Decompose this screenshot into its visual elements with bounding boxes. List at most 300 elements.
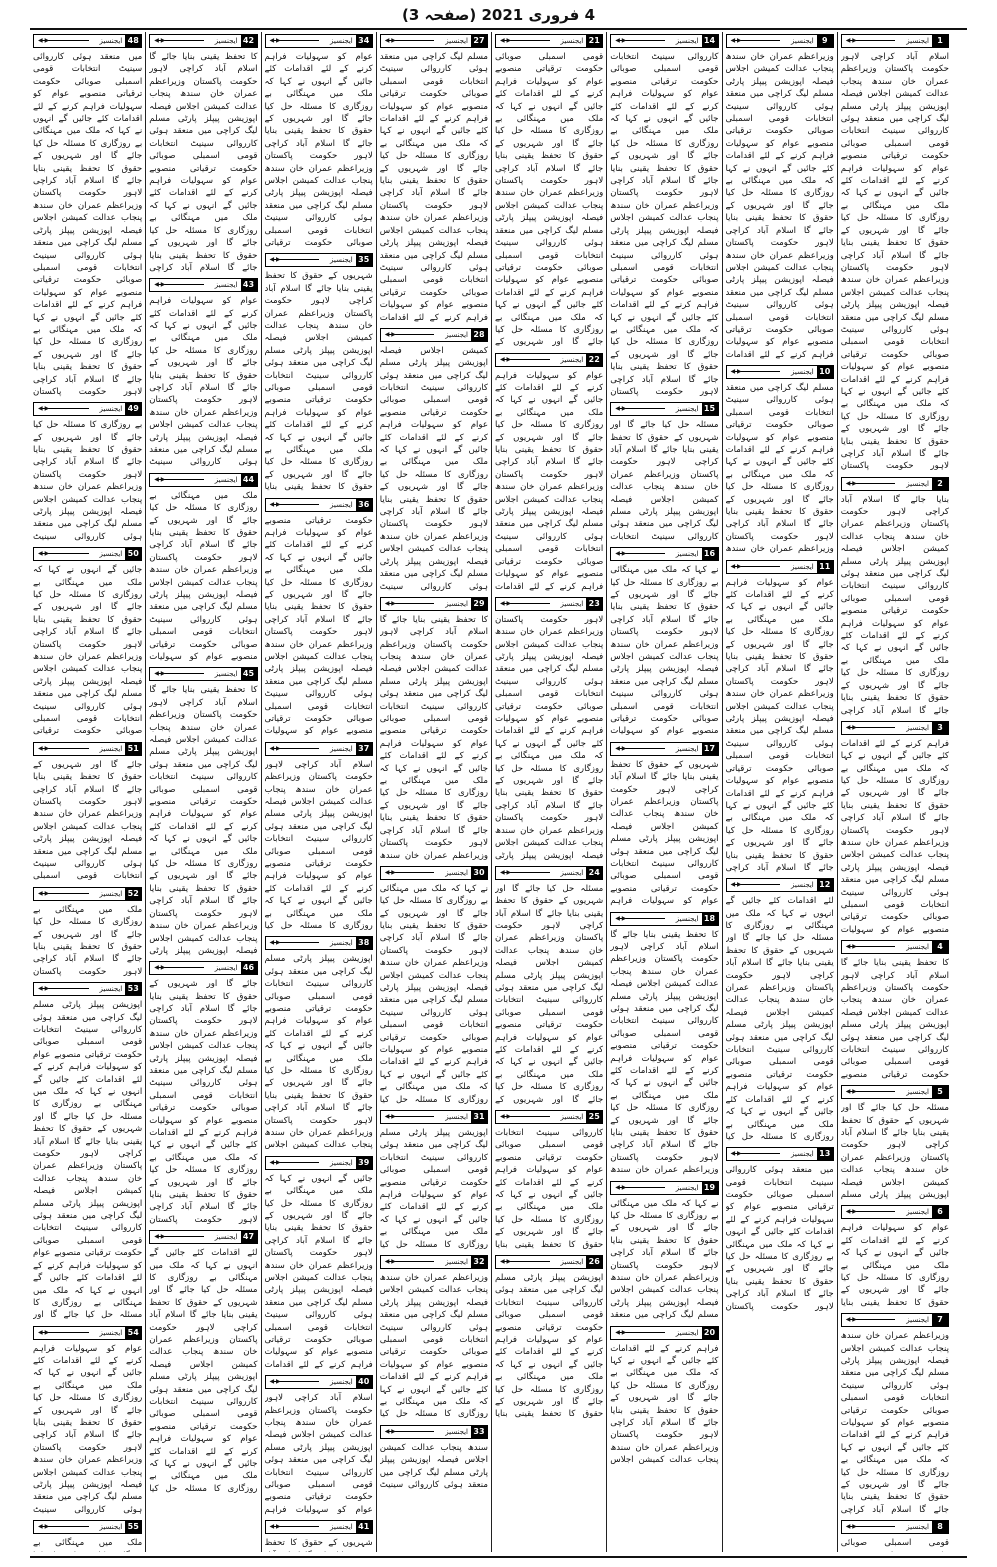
double-arrow-icon [150, 1231, 212, 1243]
news-item-number: 22 [586, 354, 602, 366]
news-column [376, 32, 491, 1552]
news-item-source-label: ایجنسیز [675, 550, 699, 559]
double-arrow-icon [842, 35, 904, 47]
news-column [145, 32, 260, 1552]
news-item-number: 31 [471, 1111, 487, 1123]
news-item-body: جائیں گے انہوں نے کہا کہ ملک میں مہنگائی بے روزگاری کا مسئلہ حل کیا جائے گا اور شہریوں کے حقوق کا تحفظ یقینی بنایا جائے گا اسلام آباد کراچی لاہور حکومت پاکستان وزیراعظم عمران خان سندھ پنجاب عدالت کمیشن اجلاس فیصلہ اپوزیشن پیپلز پارٹی مسلم لیگ کراچی میں منعقد ہوئی کارروائی سینیٹ انتخابات قومی اسمبلی صوبائی حکومت ترقیاتی [33, 565, 143, 737]
news-item-source-label: ایجنسیز [330, 500, 353, 509]
news-item-body: نے کہا کہ ملک میں مہنگائی بے روزگاری کا مسئلہ حل کیا جائے گا اور شہریوں کے حقوق کا تحفظ یقینی بنایا جائے گا اسلام آباد کراچی لاہور حکومت پاکستان وزیراعظم عمران خان سندھ پنجاب عدالت کمیشن اجلاس فیصلہ اپوزیشن پیپلز پارٹی مسلم لیگ کراچی میں منعقد [610, 1198, 719, 1321]
news-item [495, 597, 603, 862]
news-item-number: 12 [817, 879, 833, 891]
news-item [610, 547, 718, 738]
news-item-number: 42 [241, 35, 257, 47]
news-item-header [610, 742, 718, 756]
news-item [265, 1520, 373, 1552]
news-item-number: 7 [932, 1314, 948, 1326]
news-item-body: کا تحفظ یقینی بنایا جائے گا اسلام آباد کراچی لاہور حکومت پاکستان وزیراعظم عمران خان سندھ پنجاب عدالت کمیشن اجلاس فیصلہ اپوزیشن پیپلز پارٹی مسلم لیگ کراچی میں منعقد ہوئی کارروائی سینیٹ انتخابات قومی اسمبلی صوبائی حکومت ترقیاتی منصوبے [840, 958, 949, 1080]
news-item-number: 36 [356, 499, 372, 511]
news-item-body: فراہم کرنے کے لئے اقدامات کئے جائیں گے انہوں نے کہا کہ ملک میں مہنگائی بے روزگاری کا مسئلہ حل کیا جائے گا اور شہریوں کے حقوق کا تحفظ یقینی بنایا جائے گا اسلام آباد کراچی لاہور حکومت پاکستان وزیراعظم عمران خان سندھ پنجاب عدالت کمیشن اجلاس [610, 1343, 719, 1466]
news-item-source-label: ایجنسیز [560, 599, 584, 608]
news-item-body: کمیشن اجلاس فیصلہ اپوزیشن پیپلز پارٹی مسلم لیگ کراچی میں منعقد ہوئی کارروائی سینیٹ انتخابات قومی اسمبلی صوبائی حکومت ترقیاتی منصوبے عوام کو سہولیات فراہم کرنے کے لئے اقدامات کئے جائیں گے انہوں نے کہا کہ ملک میں مہنگائی بے روزگاری کا مسئلہ حل کیا جائے گا اور شہریوں کے حقوق کا تحفظ یقینی بنایا جائے گا اسلام آباد کراچی لاہور حکومت پاکستان وزیراعظم عمران خان سندھ پنجاب عدالت کمیشن اجلاس فیصلہ اپوزیشن پیپلز پارٹی مسلم لیگ کراچی میں منعقد ہوئی کارروائی سینیٹ [379, 345, 488, 592]
news-item-source-label: ایجنسیز [791, 368, 814, 376]
news-item [610, 34, 718, 398]
news-item-body: لئے اقدامات کئے جائیں گے انہوں نے کہا کہ ملک میں مہنگائی بے روزگاری کا مسئلہ حل کیا جائے گا اور شہریوں کے حقوق کا تحفظ یقینی بنایا جائے گا اسلام آباد کراچی لاہور حکومت پاکستان وزیراعظم عمران خان سندھ پنجاب عدالت کمیشن اجلاس فیصلہ اپوزیشن پیپلز پارٹی مسلم لیگ کراچی میں منعقد ہوئی کارروائی سینیٹ انتخابات قومی اسمبلی صوبائی حکومت ترقیاتی منصوبے عوام کو سہولیات فراہم کرنے کے لئے اقدامات کئے جائیں گے انہوں نے کہا کہ ملک میں مہنگائی بے روزگاری کا مسئلہ حل کیا [149, 1248, 258, 1494]
news-item-number: 8 [932, 1521, 948, 1533]
double-arrow-icon [34, 888, 96, 900]
news-item [841, 1205, 949, 1309]
double-arrow-icon [381, 867, 443, 879]
news-item [610, 912, 718, 1177]
news-item-header [33, 547, 142, 561]
double-arrow-icon [266, 1157, 328, 1169]
news-item-header [33, 402, 142, 416]
news-item-body: کا تحفظ یقینی بنایا جائے گا اسلام آباد کراچی لاہور حکومت پاکستان وزیراعظم عمران خان سندھ پنجاب عدالت کمیشن اجلاس فیصلہ اپوزیشن پیپلز پارٹی مسلم لیگ کراچی میں منعقد ہوئی کارروائی سینیٹ انتخابات قومی اسمبلی صوبائی حکومت ترقیاتی منصوبے عوام کو سہولیات فراہم کرنے کے لئے اقدامات کئے جائیں گے انہوں نے کہا کہ ملک میں مہنگائی بے روزگاری کا مسئلہ حل کیا جائے گا اور شہریوں کے حقوق کا تحفظ یقینی بنایا جائے گا اسلام آباد کراچی لاہور حکومت پاکستان وزیراعظم عمران خان سندھ پنجاب عدالت کمیشن اجلاس فیصلہ اپوزیشن پیپلز پارٹی [149, 685, 258, 956]
news-item [33, 982, 142, 1321]
news-item-number: 50 [125, 548, 141, 560]
news-item-body: ملک میں مہنگائی بے روزگاری کا مسئلہ حل کیا جائے گا اور شہریوں کے حقوق کا تحفظ یقینی بنایا جائے گا اسلام آباد کراچی لاہور حکومت پاکستان وزیراعظم عمران خان سندھ پنجاب عدالت کمیشن اجلاس فیصلہ اپوزیشن پیپلز پارٹی مسلم لیگ کراچی میں منعقد ہوئی کارروائی سینیٹ انتخابات قومی اسمبلی صوبائی حکومت ترقیاتی منصوبے عوام کو سہولیات [149, 490, 258, 663]
news-item-source-label: ایجنسیز [330, 939, 353, 948]
news-item-source-label: ایجنسیز [330, 256, 353, 265]
news-item-number: 33 [471, 1426, 487, 1438]
news-item-body: کارروائی سینیٹ انتخابات قومی اسمبلی صوبائی حکومت ترقیاتی منصوبے عوام کو سہولیات فراہم کرنے کے لئے اقدامات کئے جائیں گے انہوں نے کہا کہ ملک میں مہنگائی بے روزگاری کا مسئلہ حل کیا جائے گا اور شہریوں کے حقوق کا تحفظ یقینی بنایا جائے گا اسلام آباد کراچی لاہور حکومت پاکستان وزیراعظم عمران خان سندھ پنجاب عدالت کمیشن اجلاس فیصلہ اپوزیشن پیپلز پارٹی مسلم لیگ کراچی میں منعقد ہوئی کارروائی سینیٹ انتخابات قومی اسمبلی صوبائی حکومت ترقیاتی منصوبے عوام کو سہولیات فراہم کرنے کے لئے اقدامات کئے جائیں گے انہوں نے کہا کہ ملک میں مہنگائی بے روزگاری کا مسئلہ حل کیا جائے گا اور شہریوں کے حقوق کا تحفظ یقینی بنایا جائے گا اسلام آباد کراچی لاہور حکومت پاکستان [610, 52, 719, 397]
news-item [149, 961, 257, 1226]
news-item-header [380, 1110, 488, 1124]
double-arrow-icon [150, 668, 212, 680]
news-item-source-label: ایجنسیز [99, 985, 123, 994]
news-item [841, 477, 949, 717]
news-item-header [841, 721, 949, 735]
news-item-body: میں منعقد ہوئی کارروائی سینیٹ انتخابات قومی اسمبلی صوبائی حکومت ترقیاتی منصوبے عوام کو سہولیات فراہم کرنے کے لئے اقدامات کئے جائیں گے انہوں نے کہا کہ ملک میں مہنگائی بے روزگاری کا مسئلہ حل کیا جائے گا اور شہریوں کے حقوق کا تحفظ یقینی بنایا جائے گا اسلام آباد کراچی لاہور حکومت پاکستان وزیراعظم عمران خان سندھ پنجاب عدالت کمیشن اجلاس فیصلہ اپوزیشن پیپلز پارٹی مسلم لیگ کراچی میں منعقد ہوئی کارروائی سینیٹ انتخابات قومی اسمبلی صوبائی حکومت ترقیاتی منصوبے عوام کو سہولیات فراہم کرنے کے لئے اقدامات کئے جائیں گے انہوں نے کہا کہ ملک میں مہنگائی بے روزگاری کا مسئلہ حل کیا جائے گا اور شہریوں کے حقوق کا تحفظ یقینی بنایا جائے گا اسلام آباد کراچی لاہور حکومت پاکستان [33, 52, 143, 397]
news-item-source-label: ایجنسیز [445, 868, 468, 877]
news-item-source-label: ایجنسیز [906, 1523, 929, 1532]
news-item [380, 328, 488, 593]
news-item-body: عوام کو سہولیات فراہم کرنے کے لئے اقدامات کئے جائیں گے انہوں نے کہا کہ ملک میں مہنگائی بے روزگاری کا مسئلہ حل کیا جائے گا اور شہریوں کے حقوق کا تحفظ یقینی بنایا جائے گا اسلام آباد کراچی لاہور حکومت پاکستان وزیراعظم عمران خان سندھ پنجاب عدالت کمیشن اجلاس فیصلہ اپوزیشن پیپلز پارٹی مسلم لیگ کراچی میں منعقد ہوئی کارروائی سینیٹ [33, 1343, 143, 1515]
double-arrow-icon [34, 983, 96, 995]
news-item-header [726, 365, 834, 379]
news-item [33, 887, 142, 978]
news-item-body: اپوزیشن پیپلز پارٹی مسلم لیگ کراچی میں منعقد ہوئی کارروائی سینیٹ انتخابات قومی اسمبلی صوبائی حکومت ترقیاتی منصوبے عوام کو سہولیات فراہم کرنے کے لئے اقدامات کئے جائیں گے انہوں نے کہا کہ ملک میں مہنگائی بے روزگاری کا مسئلہ حل کیا [379, 1127, 488, 1250]
news-item-body: نے کہا کہ ملک میں مہنگائی بے روزگاری کا مسئلہ حل کیا جائے گا اور شہریوں کے حقوق کا تحفظ یقینی بنایا جائے گا اسلام آباد کراچی لاہور حکومت پاکستان وزیراعظم عمران خان سندھ پنجاب عدالت کمیشن اجلاس فیصلہ اپوزیشن پیپلز پارٹی مسلم لیگ کراچی میں منعقد ہوئی کارروائی سینیٹ انتخابات قومی اسمبلی صوبائی حکومت ترقیاتی منصوبے عوام کو سہولیات فراہم کرنے کے لئے اقدامات کئے جائیں گے انہوں نے کہا کہ ملک میں مہنگائی بے روزگاری کا مسئلہ حل کیا [379, 883, 488, 1105]
news-item-body: عوام کو سہولیات فراہم کرنے کے لئے اقدامات کئے جائیں گے انہوں نے کہا کہ ملک میں مہنگائی بے روزگاری کا مسئلہ حل کیا جائے گا اور شہریوں کے حقوق کا تحفظ یقینی بنایا [840, 1223, 949, 1308]
double-arrow-icon [381, 1111, 443, 1123]
double-arrow-icon [381, 1256, 443, 1268]
news-item-number: 19 [702, 1182, 718, 1194]
news-item-number: 5 [932, 1086, 948, 1098]
news-item-source-label: ایجنسیز [675, 914, 699, 923]
news-item-number: 30 [471, 867, 487, 879]
news-item-body: اپوزیشن پیپلز پارٹی مسلم لیگ کراچی میں منعقد ہوئی کارروائی سینیٹ انتخابات قومی اسمبلی صوبائی حکومت ترقیاتی منصوبے عوام کو سہولیات فراہم کرنے کے لئے اقدامات کئے جائیں گے انہوں نے کہا کہ ملک میں مہنگائی بے روزگاری کا مسئلہ حل کیا جائے گا اور شہریوں کے حقوق کا تحفظ یقینی بنایا جائے گا اسلام آباد کراچی لاہور حکومت پاکستان وزیراعظم عمران خان سندھ پنجاب عدالت کمیشن اجلاس [264, 954, 373, 1151]
news-item-header [495, 353, 603, 367]
news-item-source-label: ایجنسیز [99, 37, 123, 45]
news-item-header [726, 560, 834, 574]
double-arrow-icon [266, 937, 328, 949]
news-item-header [380, 328, 488, 342]
news-item-body: وزیراعظم عمران خان سندھ پنجاب عدالت کمیشن اجلاس فیصلہ اپوزیشن پیپلز پارٹی مسلم لیگ کراچی میں منعقد ہوئی کارروائی سینیٹ انتخابات قومی اسمبلی صوبائی حکومت ترقیاتی منصوبے عوام کو سہولیات فراہم کرنے کے لئے اقدامات کئے جائیں گے انہوں نے کہا کہ ملک میں مہنگائی بے روزگاری کا مسئلہ حل کیا جائے گا اور شہریوں کے حقوق کا تحفظ یقینی بنایا جائے گا اسلام آباد کراچی لاہور حکومت پاکستان وزیراعظم عمران خان سندھ پنجاب عدالت کمیشن اجلاس فیصلہ اپوزیشن پیپلز پارٹی مسلم لیگ کراچی میں منعقد ہوئی کارروائی سینیٹ انتخابات قومی اسمبلی صوبائی حکومت ترقیاتی منصوبے عوام کو سہولیات فراہم کرنے کے لئے اقدامات [725, 52, 834, 360]
news-item-number: 28 [471, 329, 487, 341]
news-item-source-label: ایجنسیز [99, 744, 123, 753]
news-item-source-label: ایجنسیز [330, 1158, 353, 1167]
double-arrow-icon [611, 913, 673, 925]
double-arrow-icon [842, 1521, 904, 1533]
news-item-header [149, 667, 257, 681]
news-item-header [265, 34, 373, 48]
news-item-body: ملک میں مہنگائی بے روزگاری کا مسئلہ حل کیا جائے گا اور شہریوں کے حقوق کا تحفظ یقینی بنایا جائے گا اسلام آباد کراچی لاہور حکومت پاکستان [33, 904, 143, 977]
news-item-number: 4 [932, 941, 948, 953]
news-item-header [726, 1147, 834, 1161]
news-item-body: جائے گا اور شہریوں کے حقوق کا تحفظ یقینی بنایا جائے گا اسلام آباد کراچی لاہور حکومت پاکستان وزیراعظم عمران خان سندھ پنجاب عدالت کمیشن اجلاس فیصلہ اپوزیشن پیپلز پارٹی مسلم لیگ کراچی میں منعقد ہوئی کارروائی سینیٹ انتخابات قومی اسمبلی صوبائی حکومت ترقیاتی منصوبے عوام کو سہولیات فراہم کرنے کے لئے اقدامات کئے جائیں گے انہوں نے کہا کہ ملک میں مہنگائی بے روزگاری کا مسئلہ حل کیا جائے گا اور شہریوں کے حقوق کا تحفظ یقینی بنایا جائے گا اسلام آباد کراچی لاہور حکومت پاکستان [149, 979, 258, 1225]
news-item [380, 866, 488, 1106]
news-item-header [33, 982, 142, 996]
news-item-source-label: ایجنسیز [906, 37, 929, 45]
double-arrow-icon [842, 1206, 904, 1218]
double-arrow-icon [842, 1314, 904, 1326]
news-item [149, 34, 257, 274]
double-arrow-icon [34, 403, 96, 415]
news-item-body: بنایا جائے گا اسلام آباد کراچی لاہور حکومت پاکستان وزیراعظم عمران خان سندھ پنجاب عدالت کمیشن اجلاس فیصلہ اپوزیشن پیپلز پارٹی مسلم لیگ کراچی میں منعقد ہوئی کارروائی سینیٹ انتخابات قومی اسمبلی صوبائی حکومت ترقیاتی منصوبے عوام کو سہولیات فراہم کرنے کے لئے اقدامات کئے جائیں گے انہوں نے کہا کہ ملک میں مہنگائی بے روزگاری کا مسئلہ حل کیا جائے گا اور شہریوں کے حقوق کا تحفظ یقینی بنایا جائے گا اسلام آباد کراچی [840, 494, 949, 716]
news-item-header [841, 1205, 949, 1219]
double-arrow-icon [727, 35, 789, 47]
news-item-number: 35 [356, 254, 372, 266]
double-arrow-icon [34, 548, 96, 560]
double-arrow-icon [842, 722, 904, 734]
news-item-body: وزیراعظم عمران خان سندھ پنجاب عدالت کمیشن اجلاس فیصلہ اپوزیشن پیپلز پارٹی مسلم لیگ کراچی میں منعقد ہوئی کارروائی سینیٹ انتخابات قومی اسمبلی صوبائی حکومت ترقیاتی منصوبے عوام کو سہولیات فراہم کرنے کے لئے اقدامات کئے جائیں گے انہوں نے کہا کہ ملک میں مہنگائی بے روزگاری کا مسئلہ حل کیا جائے گا اور شہریوں کے حقوق کا تحفظ یقینی بنایا جائے گا اسلام آباد کراچی [840, 1331, 949, 1515]
news-item-body: بے روزگاری کا مسئلہ حل کیا جائے گا اور شہریوں کے حقوق کا تحفظ یقینی بنایا جائے گا اسلام آباد کراچی لاہور حکومت پاکستان وزیراعظم عمران خان سندھ پنجاب عدالت کمیشن اجلاس فیصلہ اپوزیشن پیپلز پارٹی مسلم لیگ کراچی میں منعقد ہوئی کارروائی سینیٹ [33, 420, 143, 542]
news-item-source-label: ایجنسیز [99, 1328, 123, 1337]
news-item [149, 1230, 257, 1495]
news-item-header [495, 597, 603, 611]
news-item-header [610, 1181, 718, 1195]
news-item-header [265, 936, 373, 950]
news-item-header [380, 597, 488, 611]
news-item-source-label: ایجنسیز [99, 1523, 123, 1532]
news-item-header [495, 1255, 603, 1269]
news-item-source-label: ایجنسیز [214, 1233, 238, 1242]
double-arrow-icon [381, 598, 443, 610]
news-item [265, 1375, 373, 1516]
news-item-body: مسئلہ حل کیا جائے گا اور شہریوں کے حقوق کا تحفظ یقینی بنایا جائے گا اسلام آباد کراچی لاہور حکومت پاکستان وزیراعظم عمران خان سندھ پنجاب عدالت کمیشن اجلاس فیصلہ اپوزیشن پیپلز پارٹی مسلم لیگ کراچی میں منعقد ہوئی کارروائی سینیٹ انتخابات قومی اسمبلی صوبائی حکومت ترقیاتی منصوبے عوام کو سہولیات فراہم کرنے کے لئے اقدامات کئے جائیں گے انہوں نے کہا کہ ملک میں مہنگائی بے روزگاری کا مسئلہ حل کیا جائے گا اور شہریوں کے [495, 883, 604, 1105]
news-item [265, 34, 373, 249]
news-item-header [33, 34, 142, 48]
news-item-source-label: ایجنسیز [560, 1112, 584, 1121]
double-arrow-icon [34, 743, 96, 755]
news-item [265, 498, 373, 738]
news-item-body: سندھ پنجاب عدالت کمیشن اجلاس فیصلہ اپوزیشن پیپلز پارٹی مسلم لیگ کراچی میں منعقد ہوئی کارروائی سینیٹ [379, 1442, 488, 1490]
news-item-header [726, 34, 834, 48]
double-arrow-icon [150, 474, 212, 486]
news-item [841, 1085, 949, 1201]
double-arrow-icon [150, 279, 212, 291]
double-arrow-icon [34, 35, 96, 47]
news-item [726, 878, 834, 1143]
news-item-header [380, 866, 488, 880]
double-arrow-icon [266, 35, 328, 47]
news-item-number: 43 [241, 279, 257, 291]
news-item-number: 25 [586, 1111, 602, 1123]
news-item-body: مسلم لیگ کراچی میں منعقد ہوئی کارروائی سینیٹ انتخابات قومی اسمبلی صوبائی حکومت ترقیاتی منصوبے عوام کو سہولیات فراہم کرنے کے لئے اقدامات کئے جائیں گے انہوں نے کہا کہ ملک میں مہنگائی بے روزگاری کا مسئلہ حل کیا جائے گا اور شہریوں کے حقوق کا تحفظ یقینی بنایا جائے گا اسلام آباد کراچی لاہور حکومت پاکستان وزیراعظم عمران خان سندھ پنجاب عدالت کمیشن اجلاس فیصلہ اپوزیشن پیپلز پارٹی مسلم لیگ کراچی میں منعقد ہوئی کارروائی سینیٹ انتخابات قومی اسمبلی صوبائی حکومت ترقیاتی منصوبے عوام کو سہولیات فراہم کرنے کے لئے اقدامات [379, 52, 488, 323]
news-item-number: 38 [356, 937, 372, 949]
double-arrow-icon [34, 1521, 96, 1533]
news-item-header [495, 34, 603, 48]
news-item-number: 14 [702, 35, 718, 47]
news-item-source-label: ایجنسیز [906, 479, 929, 488]
news-item-source-label: ایجنسیز [330, 1523, 353, 1532]
news-item [495, 34, 603, 349]
news-item-source-label: ایجنسیز [445, 330, 468, 339]
news-item-source-label: ایجنسیز [675, 405, 699, 414]
news-item-number: 46 [241, 962, 257, 974]
news-item-number: 27 [471, 35, 487, 47]
news-item-header [265, 498, 373, 512]
news-item-body: کا تحفظ یقینی بنایا جائے گا اسلام آباد کراچی لاہور حکومت پاکستان وزیراعظم عمران خان سندھ پنجاب عدالت کمیشن اجلاس فیصلہ اپوزیشن پیپلز پارٹی مسلم لیگ کراچی میں منعقد ہوئی کارروائی سینیٹ انتخابات قومی اسمبلی صوبائی حکومت ترقیاتی منصوبے عوام کو سہولیات فراہم کرنے کے لئے اقدامات کئے جائیں گے انہوں نے کہا کہ ملک میں مہنگائی بے روزگاری کا مسئلہ حل کیا جائے گا اور شہریوں کے حقوق کا تحفظ یقینی بنایا جائے گا اسلام آباد کراچی لاہور حکومت پاکستان وزیراعظم عمران خان سندھ [379, 614, 488, 861]
news-item [495, 353, 603, 593]
news-column [837, 32, 952, 1552]
news-item-number: 44 [241, 474, 257, 486]
double-arrow-icon [381, 1426, 443, 1438]
page-date: 4 فروری 2021 (صفحہ 3) [402, 6, 595, 24]
double-arrow-icon [266, 1521, 328, 1533]
news-item [610, 1181, 718, 1322]
news-item-body: نے کہا کہ ملک میں مہنگائی بے روزگاری کا مسئلہ حل کیا جائے گا اور شہریوں کے حقوق کا تحفظ یقینی بنایا جائے گا اسلام آباد کراچی لاہور حکومت پاکستان وزیراعظم عمران خان سندھ پنجاب عدالت کمیشن اجلاس فیصلہ اپوزیشن پیپلز پارٹی مسلم لیگ کراچی میں منعقد ہوئی کارروائی سینیٹ انتخابات قومی اسمبلی صوبائی حکومت ترقیاتی منصوبے عوام کو سہولیات [610, 565, 719, 737]
news-item-number: 9 [817, 35, 833, 47]
news-item-source-label: ایجنسیز [675, 744, 699, 753]
news-item [610, 742, 718, 908]
news-item [149, 278, 257, 469]
news-item-number: 15 [702, 403, 718, 415]
news-item-header [265, 1375, 373, 1389]
news-item-number: 11 [817, 561, 833, 573]
news-item-header [380, 1425, 488, 1439]
double-arrow-icon [727, 561, 789, 573]
news-item-header [841, 1313, 949, 1327]
double-arrow-icon [611, 1327, 673, 1339]
news-item-source-label: ایجنسیز [445, 1427, 468, 1436]
news-item-header [33, 1326, 142, 1340]
news-item [495, 1110, 603, 1251]
double-arrow-icon [842, 478, 904, 490]
news-item-header [149, 961, 257, 975]
news-item-source-label: ایجنسیز [906, 943, 929, 952]
news-item [841, 721, 949, 936]
news-item-source-label: ایجنسیز [906, 1316, 929, 1325]
news-item-source-label: ایجنسیز [791, 37, 814, 45]
double-arrow-icon [381, 329, 443, 341]
news-item-header [149, 278, 257, 292]
news-item [726, 365, 834, 556]
news-item-source-label: ایجنسیز [445, 599, 468, 608]
news-item-body: عوام کو سہولیات فراہم کرنے کے لئے اقدامات کئے جائیں گے انہوں نے کہا کہ ملک میں مہنگائی بے روزگاری کا مسئلہ حل کیا جائے گا اور شہریوں کے حقوق کا تحفظ یقینی بنایا جائے گا اسلام آباد کراچی لاہور حکومت پاکستان وزیراعظم عمران خان سندھ پنجاب عدالت کمیشن اجلاس فیصلہ اپوزیشن پیپلز پارٹی مسلم لیگ کراچی میں منعقد ہوئی کارروائی سینیٹ انتخابات قومی اسمبلی صوبائی حکومت ترقیاتی [264, 52, 373, 249]
news-item-body: جائیں گے انہوں نے کہا کہ ملک میں مہنگائی بے روزگاری کا مسئلہ حل کیا جائے گا اور شہریوں کے حقوق کا تحفظ یقینی بنایا جائے گا اسلام آباد کراچی لاہور حکومت پاکستان وزیراعظم عمران خان سندھ پنجاب عدالت کمیشن اجلاس فیصلہ اپوزیشن پیپلز پارٹی مسلم لیگ کراچی میں منعقد ہوئی کارروائی سینیٹ انتخابات قومی اسمبلی صوبائی حکومت ترقیاتی منصوبے عوام کو سہولیات فراہم کرنے کے لئے اقدامات [264, 1173, 373, 1370]
news-item-source-label: ایجنسیز [214, 37, 238, 45]
news-item-body: شہریوں کے حقوق کا تحفظ یقینی بنایا جائے گا اسلام آباد کراچی لاہور حکومت پاکستان وزیراعظم عمران خان سندھ پنجاب عدالت کمیشن اجلاس فیصلہ اپوزیشن پیپلز پارٹی مسلم لیگ کراچی میں منعقد ہوئی کارروائی سینیٹ انتخابات قومی اسمبلی صوبائی حکومت ترقیاتی منصوبے عوام کو سہولیات فراہم [610, 759, 719, 907]
news-item-number: 51 [125, 743, 141, 755]
news-item [380, 1425, 488, 1492]
news-item-body: شہریوں کے حقوق کا تحفظ یقینی بنایا جائے گا اسلام آباد کراچی لاہور حکومت پاکستان وزیراعظم عمران خان سندھ پنجاب عدالت کمیشن اجلاس فیصلہ اپوزیشن پیپلز پارٹی مسلم لیگ کراچی میں منعقد ہوئی کارروائی سینیٹ انتخابات قومی اسمبلی صوبائی حکومت ترقیاتی منصوبے عوام کو سہولیات فراہم کرنے کے لئے اقدامات کئے جائیں گے انہوں نے کہا کہ ملک میں مہنگائی بے روزگاری کا مسئلہ حل کیا جائے گا اور شہریوں کے حقوق کا تحفظ یقینی بنایا [264, 271, 373, 493]
news-item [265, 742, 373, 933]
news-item [149, 667, 257, 957]
news-item-header [149, 34, 257, 48]
double-arrow-icon [727, 366, 789, 378]
news-item-header [380, 1255, 488, 1269]
news-item [380, 597, 488, 862]
news-item-source-label: ایجنسیز [560, 868, 584, 877]
news-item-header [265, 1156, 373, 1170]
news-item-header [610, 34, 718, 48]
news-item-source-label: ایجنسیز [330, 37, 353, 45]
news-item-source-label: ایجنسیز [214, 670, 238, 679]
double-arrow-icon [266, 254, 328, 266]
news-item-source-label: ایجنسیز [214, 964, 238, 973]
news-item-number: 26 [586, 1256, 602, 1268]
news-item-source-label: ایجنسیز [675, 1183, 699, 1192]
news-item-source-label: ایجنسیز [791, 881, 814, 890]
news-item-body: کارروائی سینیٹ انتخابات قومی اسمبلی صوبائی حکومت ترقیاتی منصوبے عوام کو سہولیات فراہم کرنے کے لئے اقدامات کئے جائیں گے انہوں نے کہا کہ ملک میں مہنگائی بے روزگاری کا مسئلہ حل کیا جائے گا اور شہریوں کے حقوق کا تحفظ یقینی بنایا [495, 1127, 604, 1250]
news-item-body: اسلام آباد کراچی لاہور حکومت پاکستان وزیراعظم عمران خان سندھ پنجاب عدالت کمیشن اجلاس فیصلہ اپوزیشن پیپلز پارٹی مسلم لیگ کراچی میں منعقد ہوئی کارروائی سینیٹ انتخابات قومی اسمبلی صوبائی حکومت ترقیاتی منصوبے عوام کو سہولیات فراہم [264, 1393, 373, 1515]
news-item [380, 34, 488, 324]
news-item-number: 23 [586, 598, 602, 610]
news-column [606, 32, 721, 1552]
news-item-header [841, 1085, 949, 1099]
news-item-source-label: ایجنسیز [214, 281, 238, 290]
news-item-source-label: ایجنسیز [906, 1088, 929, 1097]
news-item-body: لاہور حکومت پاکستان وزیراعظم عمران خان سندھ پنجاب عدالت کمیشن اجلاس فیصلہ اپوزیشن پیپلز پارٹی مسلم لیگ کراچی میں منعقد ہوئی کارروائی سینیٹ انتخابات قومی اسمبلی صوبائی حکومت ترقیاتی منصوبے عوام کو سہولیات فراہم کرنے کے لئے اقدامات کئے جائیں گے انہوں نے کہا کہ ملک میں مہنگائی بے روزگاری کا مسئلہ حل کیا جائے گا اور شہریوں کے حقوق کا تحفظ یقینی بنایا جائے گا اسلام آباد کراچی لاہور حکومت پاکستان وزیراعظم عمران خان سندھ پنجاب عدالت کمیشن اجلاس فیصلہ اپوزیشن پیپلز پارٹی [495, 614, 604, 861]
double-arrow-icon [611, 743, 673, 755]
news-item-body: شہریوں کے حقوق کا تحفظ [264, 1538, 373, 1549]
news-item-number: 6 [932, 1206, 948, 1218]
news-item-number: 55 [125, 1521, 141, 1533]
news-item [33, 1326, 142, 1517]
news-item-header [610, 912, 718, 926]
news-item-header [841, 477, 949, 491]
news-item-header [380, 34, 488, 48]
news-item-header [610, 1326, 718, 1340]
news-item-header [610, 402, 718, 416]
news-item-body: مسلم لیگ کراچی میں منعقد ہوئی کارروائی سینیٹ انتخابات قومی اسمبلی صوبائی حکومت ترقیاتی منصوبے عوام کو سہولیات فراہم کرنے کے لئے اقدامات کئے جائیں گے انہوں نے کہا کہ ملک میں مہنگائی بے روزگاری کا مسئلہ حل کیا جائے گا اور شہریوں کے حقوق کا تحفظ یقینی بنایا جائے گا اسلام آباد کراچی لاہور حکومت پاکستان وزیراعظم عمران خان سندھ [725, 383, 834, 555]
double-arrow-icon [727, 879, 789, 891]
news-item-number: 48 [125, 35, 141, 47]
news-item [610, 1326, 718, 1467]
news-item-number: 49 [125, 403, 141, 415]
double-arrow-icon [727, 1148, 789, 1160]
double-arrow-icon [842, 941, 904, 953]
double-arrow-icon [150, 35, 212, 47]
double-arrow-icon [381, 35, 443, 47]
news-column [30, 32, 145, 1552]
double-arrow-icon [496, 867, 558, 879]
news-item-body: ملک میں مہنگائی بے [33, 1538, 143, 1549]
news-item-number: 40 [356, 1376, 372, 1388]
news-item-header [841, 34, 949, 48]
news-item [495, 866, 603, 1106]
news-item-number: 13 [817, 1148, 833, 1160]
news-item-source-label: ایجنسیز [560, 355, 584, 364]
news-item-number: 47 [241, 1231, 257, 1243]
news-item [265, 253, 373, 493]
news-item-body: کا تحفظ یقینی بنایا جائے گا اسلام آباد کراچی لاہور حکومت پاکستان وزیراعظم عمران خان سندھ پنجاب عدالت کمیشن اجلاس فیصلہ اپوزیشن پیپلز پارٹی مسلم لیگ کراچی میں منعقد ہوئی کارروائی سینیٹ انتخابات قومی اسمبلی صوبائی حکومت ترقیاتی منصوبے عوام کو سہولیات فراہم کرنے کے لئے اقدامات کئے جائیں گے انہوں نے کہا کہ ملک میں مہنگائی بے روزگاری کا مسئلہ حل کیا جائے گا اور شہریوں کے حقوق کا تحفظ یقینی بنایا جائے گا اسلام آباد کراچی [149, 52, 258, 273]
news-item-body: کا تحفظ یقینی بنایا جائے گا اسلام آباد کراچی لاہور حکومت پاکستان وزیراعظم عمران خان سندھ پنجاب عدالت کمیشن اجلاس فیصلہ اپوزیشن پیپلز پارٹی مسلم لیگ کراچی میں منعقد ہوئی کارروائی سینیٹ انتخابات قومی اسمبلی صوبائی حکومت ترقیاتی منصوبے عوام کو سہولیات فراہم کرنے کے لئے اقدامات کئے جائیں گے انہوں نے کہا کہ ملک میں مہنگائی بے روزگاری کا مسئلہ حل کیا جائے گا اور شہریوں کے حقوق کا تحفظ یقینی بنایا جائے گا اسلام آباد کراچی لاہور حکومت پاکستان وزیراعظم عمران خان سندھ [610, 929, 719, 1176]
news-item-source-label: ایجنسیز [906, 723, 929, 732]
top-divider [30, 28, 967, 30]
news-item-number: 18 [702, 913, 718, 925]
news-item-body: مسئلہ حل کیا جائے گا اور شہریوں کے حقوق کا تحفظ یقینی بنایا جائے گا اسلام آباد کراچی لاہور حکومت پاکستان وزیراعظم عمران خان سندھ پنجاب عدالت کمیشن اجلاس فیصلہ اپوزیشن پیپلز پارٹی مسلم [840, 1103, 949, 1201]
news-item-body: عوام کو سہولیات فراہم کرنے کے لئے اقدامات کئے جائیں گے انہوں نے کہا کہ ملک میں مہنگائی بے روزگاری کا مسئلہ حل کیا جائے گا اور شہریوں کے حقوق کا تحفظ یقینی بنایا جائے گا اسلام آباد کراچی لاہور حکومت پاکستان وزیراعظم عمران خان سندھ پنجاب عدالت کمیشن اجلاس فیصلہ اپوزیشن پیپلز پارٹی مسلم لیگ کراچی میں منعقد ہوئی کارروائی سینیٹ انتخابات قومی اسمبلی صوبائی حکومت ترقیاتی منصوبے عوام کو سہولیات فراہم کرنے کے لئے اقدامات [495, 370, 604, 592]
news-item-header [149, 473, 257, 487]
news-item-source-label: ایجنسیز [99, 889, 123, 898]
news-item-number: 2 [932, 478, 948, 490]
news-column [491, 32, 606, 1552]
news-item [841, 1520, 949, 1552]
news-item-body: اپوزیشن پیپلز پارٹی مسلم لیگ کراچی میں منعقد ہوئی کارروائی سینیٹ انتخابات قومی اسمبلی صوبائی حکومت ترقیاتی منصوبے عوام کو سہولیات فراہم کرنے کے لئے اقدامات کئے جائیں گے انہوں نے کہا کہ ملک میں مہنگائی بے روزگاری کا مسئلہ حل کیا جائے گا اور شہریوں کے حقوق کا تحفظ یقینی بنایا جائے گا اسلام آباد کراچی لاہور حکومت پاکستان وزیراعظم عمران خان سندھ پنجاب عدالت کمیشن اجلاس فیصلہ اپوزیشن پیپلز پارٹی مسلم لیگ کراچی میں منعقد ہوئی کارروائی سینیٹ انتخابات قومی اسمبلی صوبائی حکومت ترقیاتی منصوبے عوام کو سہولیات فراہم کرنے کے لئے اقدامات کئے جائیں گے انہوں نے کہا کہ ملک میں مہنگائی بے روزگاری کا مسئلہ حل کیا جائے گا اور [33, 1000, 143, 1321]
news-item [33, 402, 142, 543]
news-item-header [265, 1520, 373, 1534]
news-item-source-label: ایجنسیز [675, 1328, 699, 1337]
news-item-header [149, 1230, 257, 1244]
double-arrow-icon [266, 499, 328, 511]
double-arrow-icon [266, 743, 328, 755]
news-item-header [33, 1520, 142, 1534]
news-item-number: 32 [471, 1256, 487, 1268]
news-item-header [841, 1520, 949, 1534]
news-item-body: لئے اقدامات کئے جائیں گے انہوں نے کہا کہ ملک میں مہنگائی بے روزگاری کا مسئلہ حل کیا جائے گا اور شہریوں کے حقوق کا تحفظ یقینی بنایا جائے گا اسلام آباد کراچی لاہور حکومت پاکستان وزیراعظم عمران خان سندھ پنجاب عدالت کمیشن اجلاس فیصلہ اپوزیشن پیپلز پارٹی مسلم لیگ کراچی میں منعقد ہوئی کارروائی سینیٹ انتخابات قومی اسمبلی صوبائی حکومت ترقیاتی منصوبے عوام کو سہولیات فراہم کرنے کے لئے اقدامات کئے جائیں گے انہوں نے کہا کہ ملک میں مہنگائی بے روزگاری کا مسئلہ حل کیا [725, 896, 834, 1142]
news-item-body: اسلام آباد کراچی لاہور حکومت پاکستان وزیراعظم عمران خان سندھ پنجاب عدالت کمیشن اجلاس فیصلہ اپوزیشن پیپلز پارٹی مسلم لیگ کراچی میں منعقد ہوئی کارروائی سینیٹ انتخابات قومی اسمبلی صوبائی حکومت ترقیاتی منصوبے عوام کو سہولیات فراہم کرنے کے لئے اقدامات کئے جائیں گے انہوں نے کہا کہ ملک میں مہنگائی بے روزگاری کا مسئلہ حل کیا [264, 759, 373, 932]
news-item-source-label: ایجنسیز [445, 1112, 468, 1121]
double-arrow-icon [496, 35, 558, 47]
news-item-number: 21 [586, 35, 602, 47]
news-item-number: 37 [356, 743, 372, 755]
news-column [722, 32, 837, 1552]
double-arrow-icon [496, 598, 558, 610]
double-arrow-icon [496, 354, 558, 366]
news-item [149, 473, 257, 664]
news-item-header [33, 742, 142, 756]
news-item-source-label: ایجنسیز [214, 475, 238, 484]
news-item-body: اپوزیشن پیپلز پارٹی مسلم لیگ کراچی میں منعقد ہوئی کارروائی سینیٹ انتخابات قومی اسمبلی صوبائی حکومت ترقیاتی منصوبے عوام کو سہولیات فراہم کرنے کے لئے اقدامات کئے جائیں گے انہوں نے کہا کہ ملک میں مہنگائی بے روزگاری کا مسئلہ حل کیا جائے گا اور شہریوں کے حقوق کا تحفظ یقینی بنایا [495, 1272, 604, 1420]
news-item-number: 45 [241, 668, 257, 680]
double-arrow-icon [611, 403, 673, 415]
double-arrow-icon [611, 548, 673, 560]
news-item-number: 34 [356, 35, 372, 47]
news-item [33, 34, 142, 398]
news-columns [30, 32, 952, 1552]
news-item-source-label: ایجنسیز [675, 37, 699, 45]
news-item [726, 34, 834, 361]
news-item-header [33, 887, 142, 901]
news-item-source-label: ایجنسیز [791, 562, 814, 571]
news-item-body: جائے گا اور شہریوں کے حقوق کا تحفظ یقینی بنایا جائے گا اسلام آباد کراچی لاہور حکومت پاکستان وزیراعظم عمران خان سندھ پنجاب عدالت کمیشن اجلاس فیصلہ اپوزیشن پیپلز پارٹی مسلم لیگ کراچی میں منعقد ہوئی کارروائی سینیٹ انتخابات قومی اسمبلی [33, 759, 143, 882]
news-item-body: اسلام آباد کراچی لاہور حکومت پاکستان وزیراعظم عمران خان سندھ پنجاب عدالت کمیشن اجلاس فیصلہ اپوزیشن پیپلز پارٹی مسلم لیگ کراچی میں منعقد ہوئی کارروائی سینیٹ انتخابات قومی اسمبلی صوبائی حکومت ترقیاتی منصوبے عوام کو سہولیات فراہم کرنے کے لئے اقدامات کئے جائیں گے انہوں نے کہا کہ ملک میں مہنگائی بے روزگاری کا مسئلہ حل کیا جائے گا اور شہریوں کے حقوق کا تحفظ یقینی بنایا جائے گا اسلام آباد کراچی لاہور حکومت پاکستان وزیراعظم عمران خان سندھ پنجاب عدالت کمیشن اجلاس فیصلہ اپوزیشن پیپلز پارٹی مسلم لیگ کراچی میں منعقد ہوئی کارروائی سینیٹ انتخابات قومی اسمبلی صوبائی حکومت ترقیاتی منصوبے عوام کو سہولیات فراہم کرنے کے لئے اقدامات کئے جائیں گے انہوں نے کہا کہ ملک میں مہنگائی بے روزگاری کا مسئلہ حل کیا جائے گا اور شہریوں کے حقوق کا تحفظ یقینی بنایا جائے گا اسلام آباد کراچی لاہور حکومت پاکستان [840, 52, 949, 472]
news-item-header [265, 742, 373, 756]
news-column [261, 32, 376, 1552]
news-item-body: فراہم کرنے کے لئے اقدامات کئے جائیں گے انہوں نے کہا کہ ملک میں مہنگائی بے روزگاری کا مسئلہ حل کیا جائے گا اور شہریوں کے حقوق کا تحفظ یقینی بنایا جائے گا اسلام آباد کراچی لاہور حکومت پاکستان وزیراعظم عمران خان سندھ پنجاب عدالت کمیشن اجلاس فیصلہ اپوزیشن پیپلز پارٹی مسلم لیگ کراچی میں منعقد ہوئی کارروائی سینیٹ انتخابات قومی اسمبلی صوبائی حکومت ترقیاتی منصوبے عوام کو سہولیات [840, 738, 949, 935]
news-item-number: 17 [702, 743, 718, 755]
news-item-header [726, 878, 834, 892]
news-item-number: 3 [932, 722, 948, 734]
news-item [33, 547, 142, 738]
bottom-divider [30, 1556, 967, 1558]
news-item [841, 1313, 949, 1516]
news-item-body: قومی اسمبلی صوبائی حکومت ترقیاتی منصوبے عوام کو سہولیات فراہم کرنے کے لئے اقدامات کئے جائیں گے انہوں نے کہا کہ ملک میں مہنگائی بے روزگاری کا مسئلہ حل کیا جائے گا اور شہریوں کے حقوق کا تحفظ یقینی بنایا جائے گا اسلام آباد کراچی لاہور حکومت پاکستان وزیراعظم عمران خان سندھ پنجاب عدالت کمیشن اجلاس فیصلہ اپوزیشن پیپلز پارٹی مسلم لیگ کراچی میں منعقد ہوئی کارروائی سینیٹ انتخابات قومی اسمبلی صوبائی حکومت ترقیاتی منصوبے عوام کو سہولیات فراہم کرنے کے لئے اقدامات کئے جائیں گے انہوں نے کہا کہ ملک میں مہنگائی بے روزگاری کا مسئلہ حل کیا جائے گا اور شہریوں کے [495, 52, 604, 348]
news-item-body: حکومت ترقیاتی منصوبے عوام کو سہولیات فراہم کرنے کے لئے اقدامات کئے جائیں گے انہوں نے کہا کہ ملک میں مہنگائی بے روزگاری کا مسئلہ حل کیا جائے گا اور شہریوں کے حقوق کا تحفظ یقینی بنایا جائے گا اسلام آباد کراچی لاہور حکومت پاکستان وزیراعظم عمران خان سندھ پنجاب عدالت کمیشن اجلاس فیصلہ اپوزیشن پیپلز پارٹی مسلم لیگ کراچی میں منعقد ہوئی کارروائی سینیٹ انتخابات قومی اسمبلی صوبائی حکومت ترقیاتی منصوبے عوام کو سہولیات [264, 515, 373, 737]
news-item-body: وزیراعظم عمران خان سندھ پنجاب عدالت کمیشن اجلاس فیصلہ اپوزیشن پیپلز پارٹی مسلم لیگ کراچی میں منعقد ہوئی کارروائی سینیٹ انتخابات قومی اسمبلی صوبائی حکومت ترقیاتی منصوبے عوام کو سہولیات فراہم کرنے کے لئے اقدامات کئے جائیں گے انہوں نے کہا کہ ملک میں مہنگائی بے روزگاری کا مسئلہ حل کیا [379, 1272, 488, 1420]
news-item [380, 1110, 488, 1251]
double-arrow-icon [842, 1086, 904, 1098]
news-item-number: 1 [932, 35, 948, 47]
news-item-header [495, 866, 603, 880]
double-arrow-icon [496, 1256, 558, 1268]
news-item [610, 402, 718, 543]
double-arrow-icon [611, 35, 673, 47]
news-item-body: عوام کو سہولیات فراہم کرنے کے لئے اقدامات کئے جائیں گے انہوں نے کہا کہ ملک میں مہنگائی بے روزگاری کا مسئلہ حل کیا جائے گا اور شہریوں کے حقوق کا تحفظ یقینی بنایا جائے گا اسلام آباد کراچی لاہور حکومت پاکستان وزیراعظم عمران خان سندھ پنجاب عدالت کمیشن اجلاس فیصلہ اپوزیشن پیپلز پارٹی مسلم لیگ کراچی میں منعقد ہوئی کارروائی سینیٹ [149, 296, 258, 468]
news-item-body: مسئلہ حل کیا جائے گا اور شہریوں کے حقوق کا تحفظ یقینی بنایا جائے گا اسلام آباد کراچی لاہور حکومت پاکستان وزیراعظم عمران خان سندھ پنجاب عدالت کمیشن اجلاس فیصلہ اپوزیشن پیپلز پارٹی مسلم لیگ کراچی میں منعقد ہوئی کارروائی سینیٹ انتخابات [610, 420, 719, 542]
